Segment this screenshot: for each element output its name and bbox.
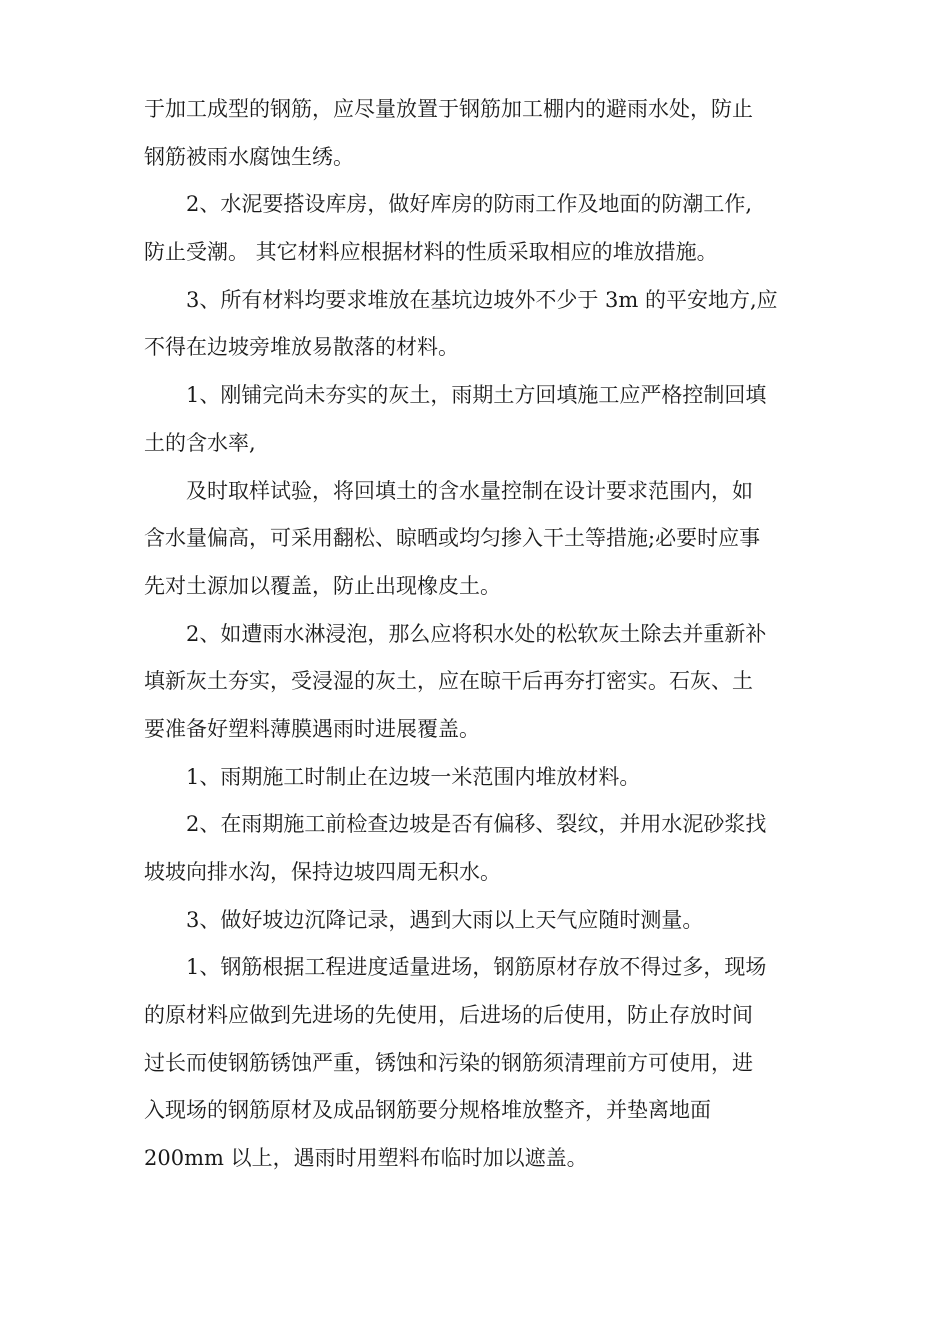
text-line: 过长而使钢筋锈蚀严重，锈蚀和污染的钢筋须清理前方可使用，进 <box>144 1050 753 1075</box>
text-line: 土的含水率, <box>144 430 256 455</box>
text-line: 200mm 以上，遇雨时用塑料布临时加以遮盖。 <box>144 1146 588 1171</box>
text-line: 不得在边坡旁堆放易散落的材料。 <box>144 335 459 360</box>
text-line: 填新灰土夯实，受浸湿的灰土，应在晾干后再夯打密实。石灰、土 <box>144 669 753 694</box>
text-line: 的原材料应做到先进场的先使用，后进场的后使用，防止存放时间 <box>144 1003 753 1028</box>
text-line: 要准备好塑料薄膜遇雨时进展覆盖。 <box>144 716 480 741</box>
text-line: 2、在雨期施工前检查边坡是否有偏移、裂纹，并用水泥砂浆找 <box>186 812 767 837</box>
document-body <box>144 86 810 1183</box>
text-line: 入现场的钢筋原材及成品钢筋要分规格堆放整齐，并垫离地面 <box>144 1098 711 1123</box>
text-line: 2、如遭雨水淋浸泡，那么应将积水处的松软灰土除去并重新补 <box>186 621 767 646</box>
text-line: 2、水泥要搭设库房，做好库房的防雨工作及地面的防潮工作, <box>186 192 753 217</box>
text-line: 3、做好坡边沉降记录，遇到大雨以上天气应随时测量。 <box>186 907 704 932</box>
text-line: 防止受潮。 其它材料应根据材料的性质采取相应的堆放措施。 <box>144 240 718 265</box>
text-line: 1、钢筋根据工程进度适量进场，钢筋原材存放不得过多，现场 <box>186 955 767 980</box>
text-line: 于加工成型的钢筋，应尽量放置于钢筋加工棚内的避雨水处，防止 <box>144 97 753 121</box>
text-line: 1、刚铺完尚未夯实的灰土，雨期土方回填施工应严格控制回填 <box>186 383 767 408</box>
text-line: 含水量偏高，可采用翻松、晾晒或均匀掺入干土等措施;必要时应事 <box>144 526 761 551</box>
text-line: 3、所有材料均要求堆放在基坑边坡外不少于 3m 的平安地方,应 <box>186 287 778 312</box>
text-line: 1、雨期施工时制止在边坡一米范围内堆放材料。 <box>186 764 641 789</box>
text-line: 及时取样试验，将回填土的含水量控制在设计要求范围内，如 <box>186 478 753 503</box>
text-line: 先对土源加以覆盖，防止出现橡皮土。 <box>144 573 501 598</box>
text-line: 钢筋被雨水腐蚀生绣。 <box>144 144 354 169</box>
text-line: 坡坡向排水沟，保持边坡四周无积水。 <box>144 860 501 884</box>
